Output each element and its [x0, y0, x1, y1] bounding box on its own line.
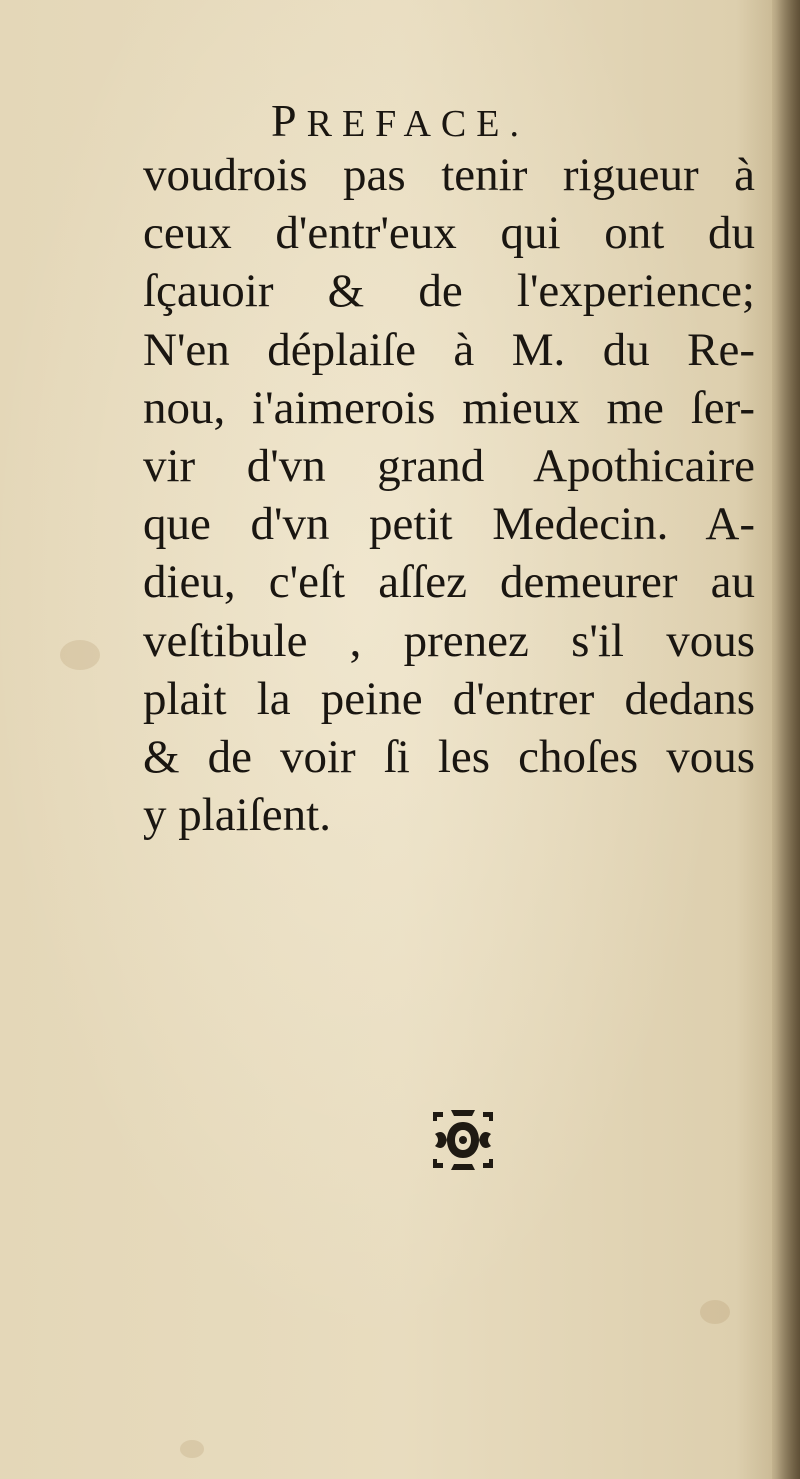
page-gutter-shadow: [772, 0, 800, 1479]
text-line: dieu, c'eſt aſſez demeurer au: [143, 556, 755, 609]
running-head: PREFACE.: [271, 95, 529, 146]
text-line: y plaiſent.: [143, 789, 331, 842]
paper-stain: [700, 1300, 730, 1324]
text-line: vir d'vn grand Apothicaire: [143, 439, 755, 492]
text-line: ſçauoir & de l'experience;: [143, 265, 755, 318]
text-line: que d'vn petit Medecin. A-: [143, 498, 755, 551]
paper-stain: [180, 1440, 204, 1458]
text-line: veſtibule , prenez s'il vous: [143, 614, 755, 667]
paper-stain: [60, 640, 100, 670]
text-line: plait la peine d'entrer dedans: [143, 672, 755, 725]
text-line: voudrois pas tenir rigueur à: [143, 149, 755, 201]
text-line: ceux d'entr'eux qui ont du: [143, 207, 755, 260]
body-text: [143, 146, 755, 844]
text-line: nou, i'aimerois mieux me ſer-: [143, 381, 755, 434]
printer-fleuron-icon: [427, 1104, 499, 1176]
text-line: & de voir ſi les choſes vous: [143, 730, 755, 783]
text-line: N'en déplaiſe à M. du Re-: [143, 323, 755, 376]
